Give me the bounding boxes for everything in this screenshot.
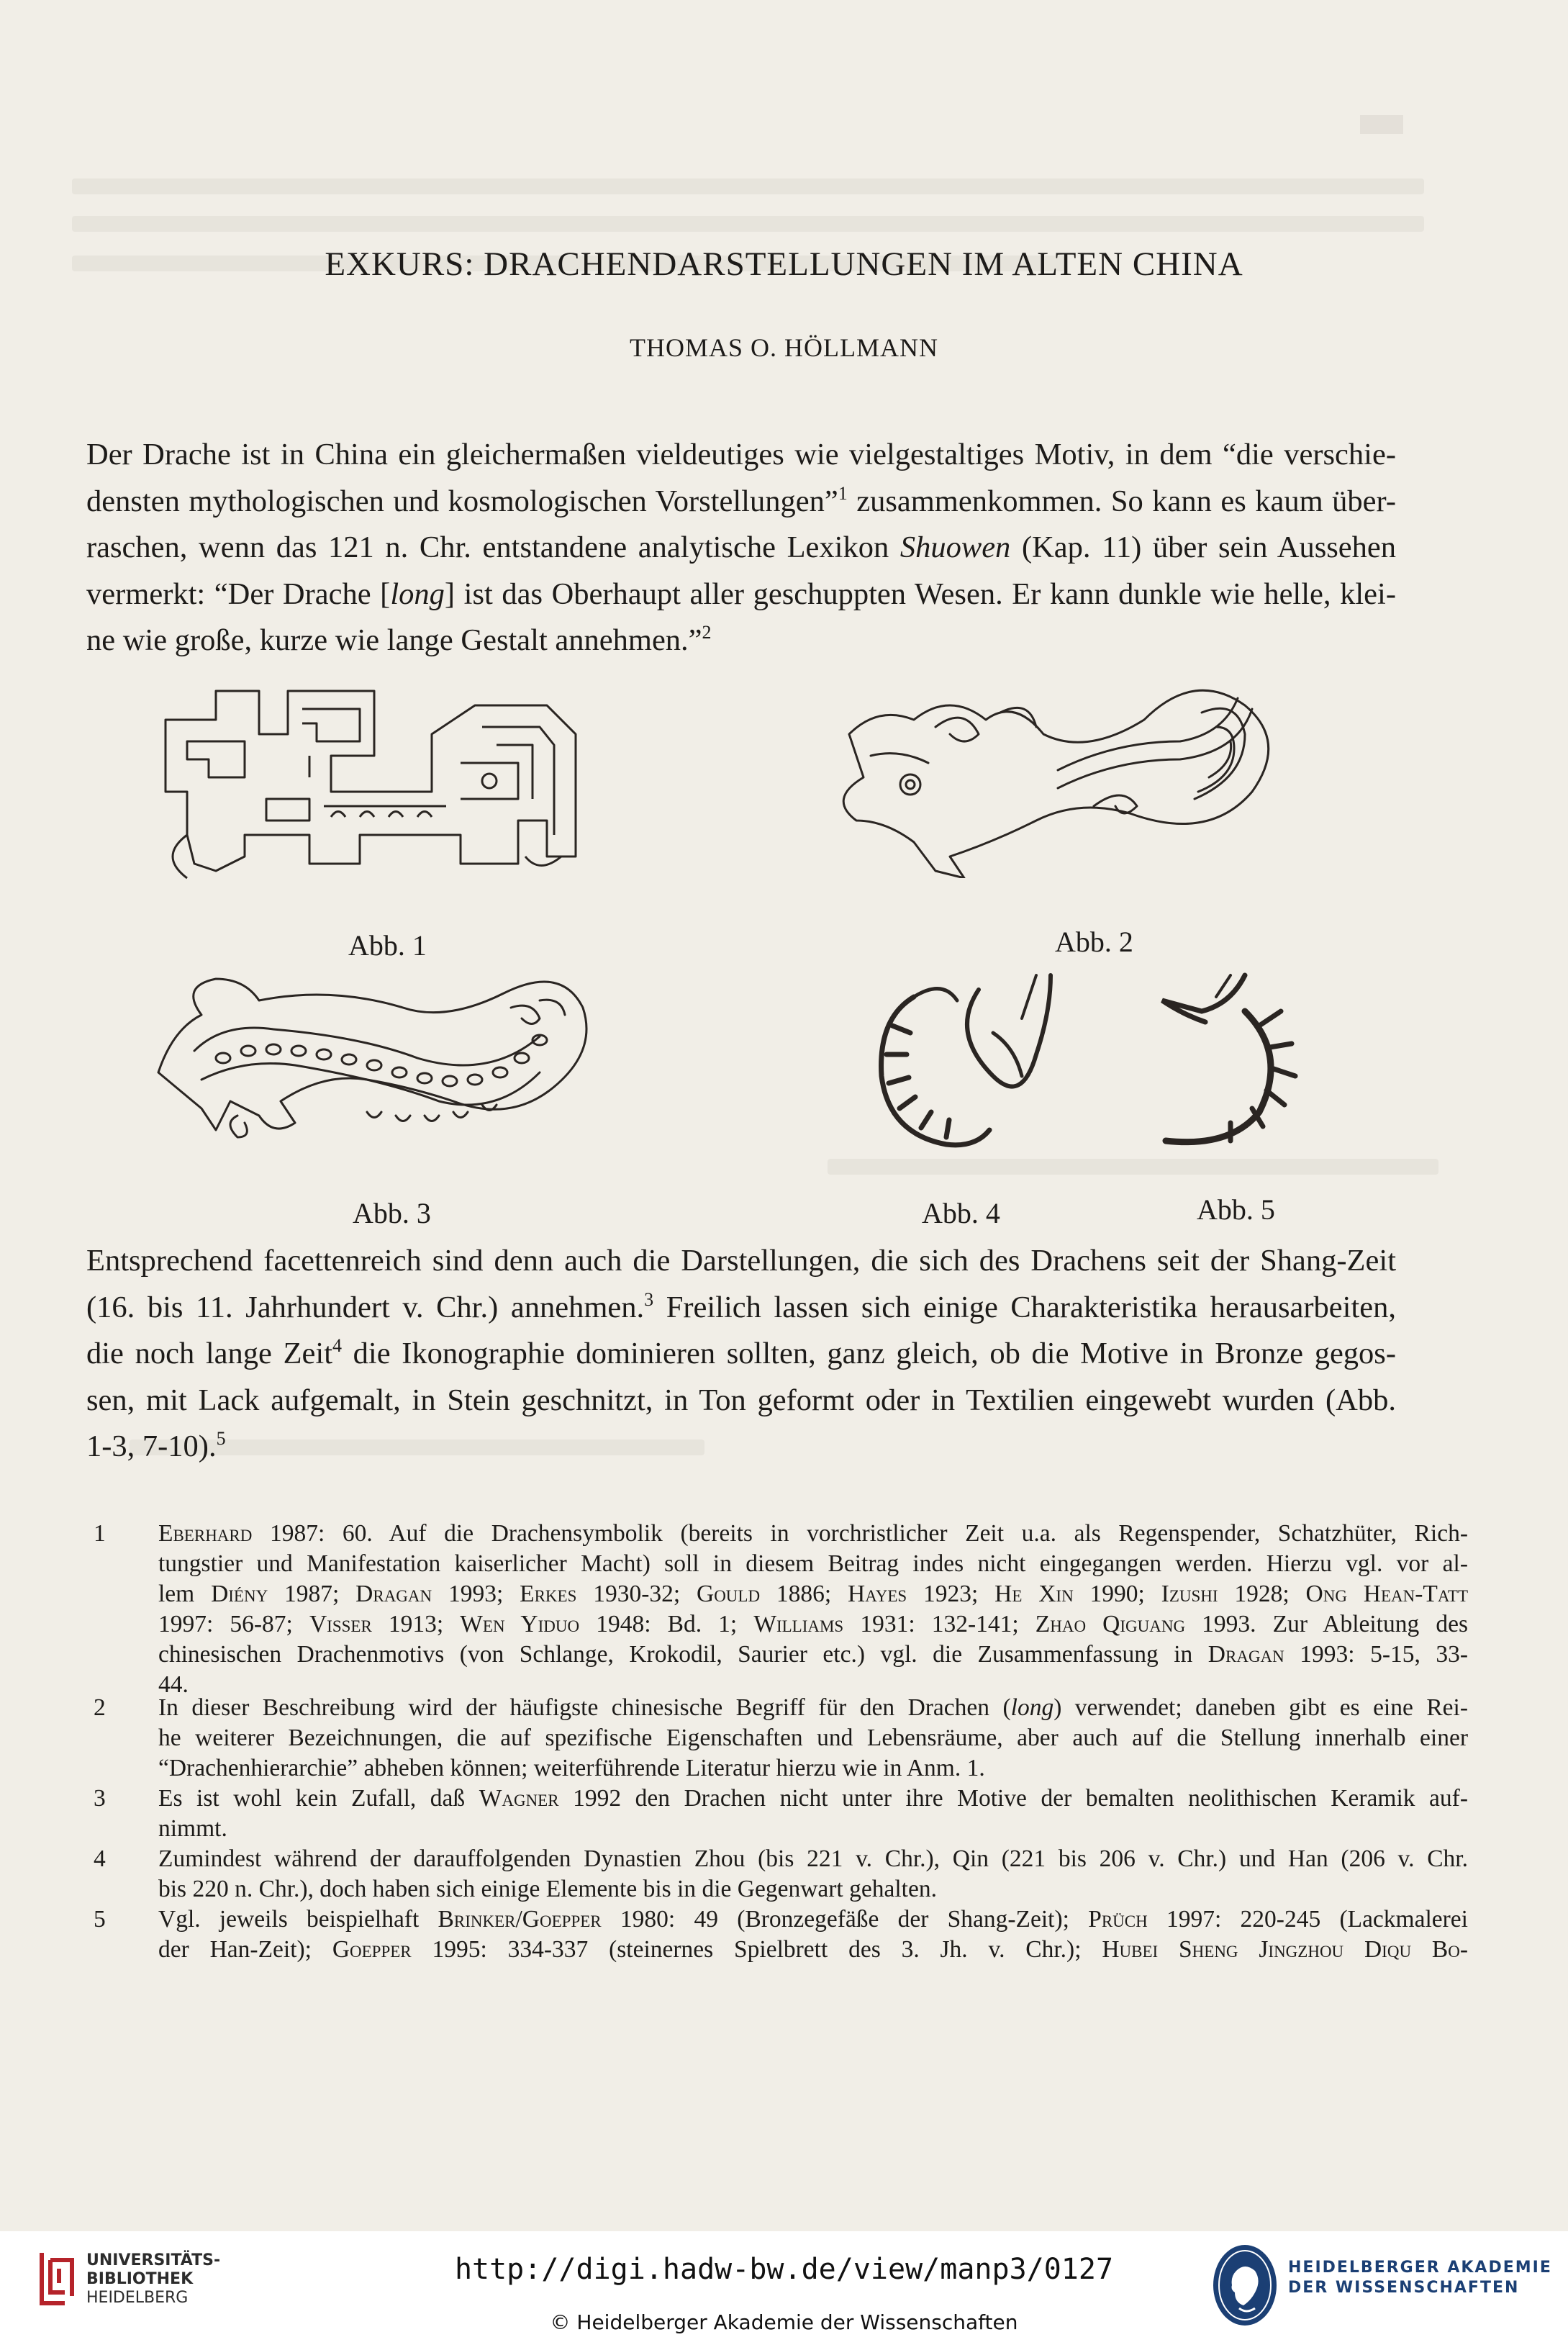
- intro-paragraph: [86, 432, 1396, 664]
- text-span: ) verwendet; daneben gibt es eine Rei-: [1053, 1694, 1468, 1721]
- text-line: [158, 1935, 1468, 1965]
- text-line: [86, 1285, 1396, 1332]
- text-span: Es ist wohl kein Zufall, daß: [158, 1785, 479, 1812]
- text-line: Zumindest während der darauffolgenden Dynastien Zhou (bis 221 v. Chr.), Qin (221 bis 206 v. Chr.) und Han (206 v. Chr.: [158, 1845, 1468, 1872]
- bleed-through: [72, 178, 1424, 194]
- text-span: 1930-32;: [576, 1581, 697, 1607]
- academy-name: [1288, 2258, 1552, 2298]
- text-span: 1995: 334-337 (steinernes Spielbrett des 3. Jh. v. Chr.);: [411, 1936, 1102, 1963]
- footnote-ref[interactable]: 1: [838, 482, 848, 504]
- footnote-ref[interactable]: 5: [216, 1428, 226, 1449]
- text-line: [158, 1519, 1468, 1549]
- text-span: 1987: 60. Auf die Drachensymbolik (bereits in vorchristlicher Zeit u.a. als Regenspender, Schatzhüter, Rich-: [252, 1520, 1468, 1547]
- figure-abb3-dotted-dragon: [151, 964, 597, 1152]
- text-line: [158, 1784, 1468, 1814]
- author-name: Diény: [211, 1581, 268, 1607]
- page-title: EXKURS: DRACHENDARSTELLUNGEN IM ALTEN CHINA: [325, 245, 1243, 283]
- body-paragraph: [86, 1238, 1396, 1470]
- bleed-through: [72, 216, 1424, 232]
- footnote-number: 2: [94, 1694, 106, 1721]
- text-span: 1997: 56-87;: [158, 1611, 309, 1637]
- footnote-body: [158, 1784, 1468, 1844]
- library-name-line: UNIVERSITÄTS-: [86, 2251, 221, 2269]
- figure-abb4-coiled-dragon: [871, 968, 1065, 1155]
- figure-caption: Abb. 4: [922, 1197, 1000, 1229]
- text-span: Freilich lassen sich einige Charakteristika herausarbeiten,: [653, 1290, 1397, 1324]
- academy-seal-icon[interactable]: [1209, 2242, 1281, 2328]
- footnote-ref[interactable]: 3: [644, 1288, 654, 1310]
- author-name: Dragan: [355, 1581, 432, 1607]
- text-span: 1993: 5-15, 33-: [1284, 1641, 1468, 1668]
- text-span: 1928;: [1218, 1581, 1306, 1607]
- author-name: Visser: [309, 1611, 372, 1637]
- text-line: Der Drache ist in China ein gleichermaßen vieldeutiges wie vielgestaltiges Motiv, in dem “die verschie-: [86, 438, 1396, 471]
- author-name: Erkes: [520, 1581, 577, 1607]
- copyright-notice: © Heidelberger Akademie der Wissenschaften: [550, 2310, 1018, 2334]
- author-name: Dragan: [1207, 1641, 1284, 1668]
- footnote-number: 3: [94, 1785, 106, 1812]
- text-line: [86, 1424, 1396, 1470]
- figure-abb1-angular-dragon: [144, 677, 604, 892]
- author-name: Hubei Sheng Jingzhou Diqu Bo-: [1102, 1936, 1468, 1963]
- library-name-line: HEIDELBERG: [86, 2289, 189, 2307]
- footnote-ref[interactable]: 4: [332, 1335, 343, 1356]
- text-line: tungstier und Manifestation kaiserlicher Macht) soll in diesem Beitrag indes nicht eingegangen werden. Hierzu vgl. vor al-: [158, 1550, 1468, 1577]
- text-line: Entsprechend facettenreich sind denn auch die Darstellungen, die sich des Drachens seit der Shang-Zeit: [86, 1244, 1396, 1278]
- text-span: (Kap. 11) über sein Aussehen: [1010, 530, 1396, 564]
- text-span: raschen, wenn das 121 n. Chr. entstandene analytische Lexikon: [86, 530, 900, 564]
- text-line: bis 220 n. Chr.), doch haben sich einige Elemente bis in die Gegenwart gehalten.: [158, 1876, 937, 1902]
- text-span: 1886;: [760, 1581, 848, 1607]
- text-line: [158, 1579, 1468, 1609]
- text-line: [158, 1904, 1468, 1935]
- text-span: 1992 den Drachen nicht unter ihre Motive der bemalten neolithischen Keramik auf-: [558, 1785, 1468, 1812]
- academy-name-line: HEIDELBERGER AKADEMIE: [1288, 2259, 1552, 2277]
- author-name: Goepper: [332, 1936, 412, 1963]
- text-span: lem: [158, 1581, 212, 1607]
- text-line: [86, 479, 1396, 525]
- italic-term: Shuowen: [899, 530, 1011, 564]
- text-span: 1-3, 7-10).: [86, 1429, 217, 1463]
- text-span: Vgl. jeweils beispielhaft: [158, 1906, 438, 1933]
- author-name: Eberhard: [158, 1520, 253, 1547]
- footnote-number: 1: [94, 1520, 106, 1547]
- library-name-line: BIBLIOTHEK: [86, 2270, 194, 2288]
- author: THOMAS O. HÖLLMANN: [630, 333, 938, 362]
- italic-term: long: [390, 577, 445, 611]
- text-line: 44.: [158, 1671, 189, 1698]
- text-span: 1948: Bd. 1;: [579, 1611, 754, 1637]
- text-span: 1913;: [371, 1611, 461, 1637]
- text-line: “Drachenhierarchie” abheben können; weiterführende Literatur hierzu wie in Anm. 1.: [158, 1755, 985, 1781]
- text-span: der Han-Zeit);: [158, 1936, 332, 1963]
- figure-caption: Abb. 3: [353, 1197, 431, 1229]
- text-line: [158, 1693, 1468, 1723]
- bleed-through: [1360, 115, 1403, 134]
- figure-caption: Abb. 1: [348, 929, 427, 962]
- footnote-number: 5: [94, 1906, 106, 1933]
- figure-abb2-serpentine-dragon: [842, 684, 1317, 878]
- text-span: 1993. Zur Ableitung des: [1185, 1611, 1468, 1637]
- author-name: Izushi: [1161, 1581, 1218, 1607]
- text-span: die noch lange Zeit: [86, 1337, 333, 1370]
- text-span: 1987;: [268, 1581, 356, 1607]
- author-name: Williams: [753, 1611, 844, 1637]
- author-name: Brinker/Goepper: [438, 1906, 602, 1933]
- footnote-body: [158, 1519, 1468, 1700]
- author-name: Gould: [697, 1581, 761, 1607]
- footnote-ref[interactable]: 2: [702, 622, 712, 643]
- text-line: [86, 618, 1396, 664]
- academy-name-line: DER WISSENSCHAFTEN: [1288, 2279, 1520, 2297]
- text-span: vermerkt: “Der Drache [: [86, 577, 391, 611]
- author-name: Wen Yiduo: [460, 1611, 580, 1637]
- author-name: Zhao Qiguang: [1035, 1611, 1186, 1637]
- footnote-number: 4: [94, 1845, 106, 1872]
- text-line: he weiterer Bezeichnungen, die auf spezifische Eigenschaften und Lebensräume, aber auch auf die Stellung innerhalb einer: [158, 1725, 1468, 1751]
- text-line: sen, mit Lack aufgemalt, in Stein geschnitzt, in Ton geformt oder in Textilien eingewebt wurden (Abb.: [86, 1383, 1396, 1417]
- text-line: [158, 1640, 1468, 1670]
- text-line: [86, 571, 1396, 618]
- text-span: densten mythologischen und kosmologischen Vorstellungen”: [86, 484, 838, 518]
- text-span: ] ist das Oberhaupt aller geschuppten Wesen. Er kann dunkle wie helle, klei-: [444, 577, 1396, 611]
- viewer-footer: [0, 2231, 1568, 2350]
- text-span: 1990;: [1073, 1581, 1161, 1607]
- author-name: Hayes: [848, 1581, 907, 1607]
- author-name: Ong Hean-Tatt: [1305, 1581, 1469, 1607]
- text-span: 1997: 220-245 (Lackmalerei: [1147, 1906, 1468, 1933]
- permalink-url[interactable]: http://digi.hadw-bw.de/view/manp3/0127: [454, 2253, 1114, 2286]
- author-name: Prüch: [1088, 1906, 1148, 1933]
- figure-caption: Abb. 2: [1055, 926, 1133, 958]
- text-span: ne wie große, kurze wie lange Gestalt annehmen.”: [86, 623, 702, 657]
- figure-caption: Abb. 5: [1197, 1193, 1275, 1226]
- text-line: [86, 1331, 1396, 1378]
- text-line: [86, 525, 1396, 571]
- text-span: 1931: 132-141;: [843, 1611, 1035, 1637]
- text-span: 1993;: [432, 1581, 520, 1607]
- bleed-through: [828, 1159, 1438, 1175]
- text-span: In dieser Beschreibung wird der häufigste chinesische Begriff für den Drachen (: [158, 1694, 1011, 1721]
- footnote-body: [158, 1844, 1468, 1904]
- italic-term: long: [1010, 1694, 1054, 1721]
- text-span: 1980: 49 (Bronzegefäße der Shang-Zeit);: [601, 1906, 1089, 1933]
- footnote-body: [158, 1693, 1468, 1784]
- author-name: He Xin: [994, 1581, 1074, 1607]
- text-span: zusammenkommen. So kann es kaum über-: [847, 484, 1396, 518]
- text-line: [158, 1609, 1468, 1640]
- text-span: chinesischen Drachenmotivs (von Schlange, Krokodil, Saurier etc.) vgl. die Zusammenfassung in: [158, 1641, 1208, 1668]
- figure-abb5-curled-dragon: [1151, 968, 1317, 1155]
- text-span: die Ikonographie dominieren sollten, ganz gleich, ob die Motive in Bronze gegos-: [342, 1337, 1396, 1370]
- text-span: 1923;: [907, 1581, 995, 1607]
- footnote-body: [158, 1904, 1468, 1965]
- text-span: (16. bis 11. Jahrhundert v. Chr.) annehmen.: [86, 1290, 645, 1324]
- text-line: nimmt.: [158, 1815, 227, 1842]
- author-name: Wagner: [479, 1785, 559, 1812]
